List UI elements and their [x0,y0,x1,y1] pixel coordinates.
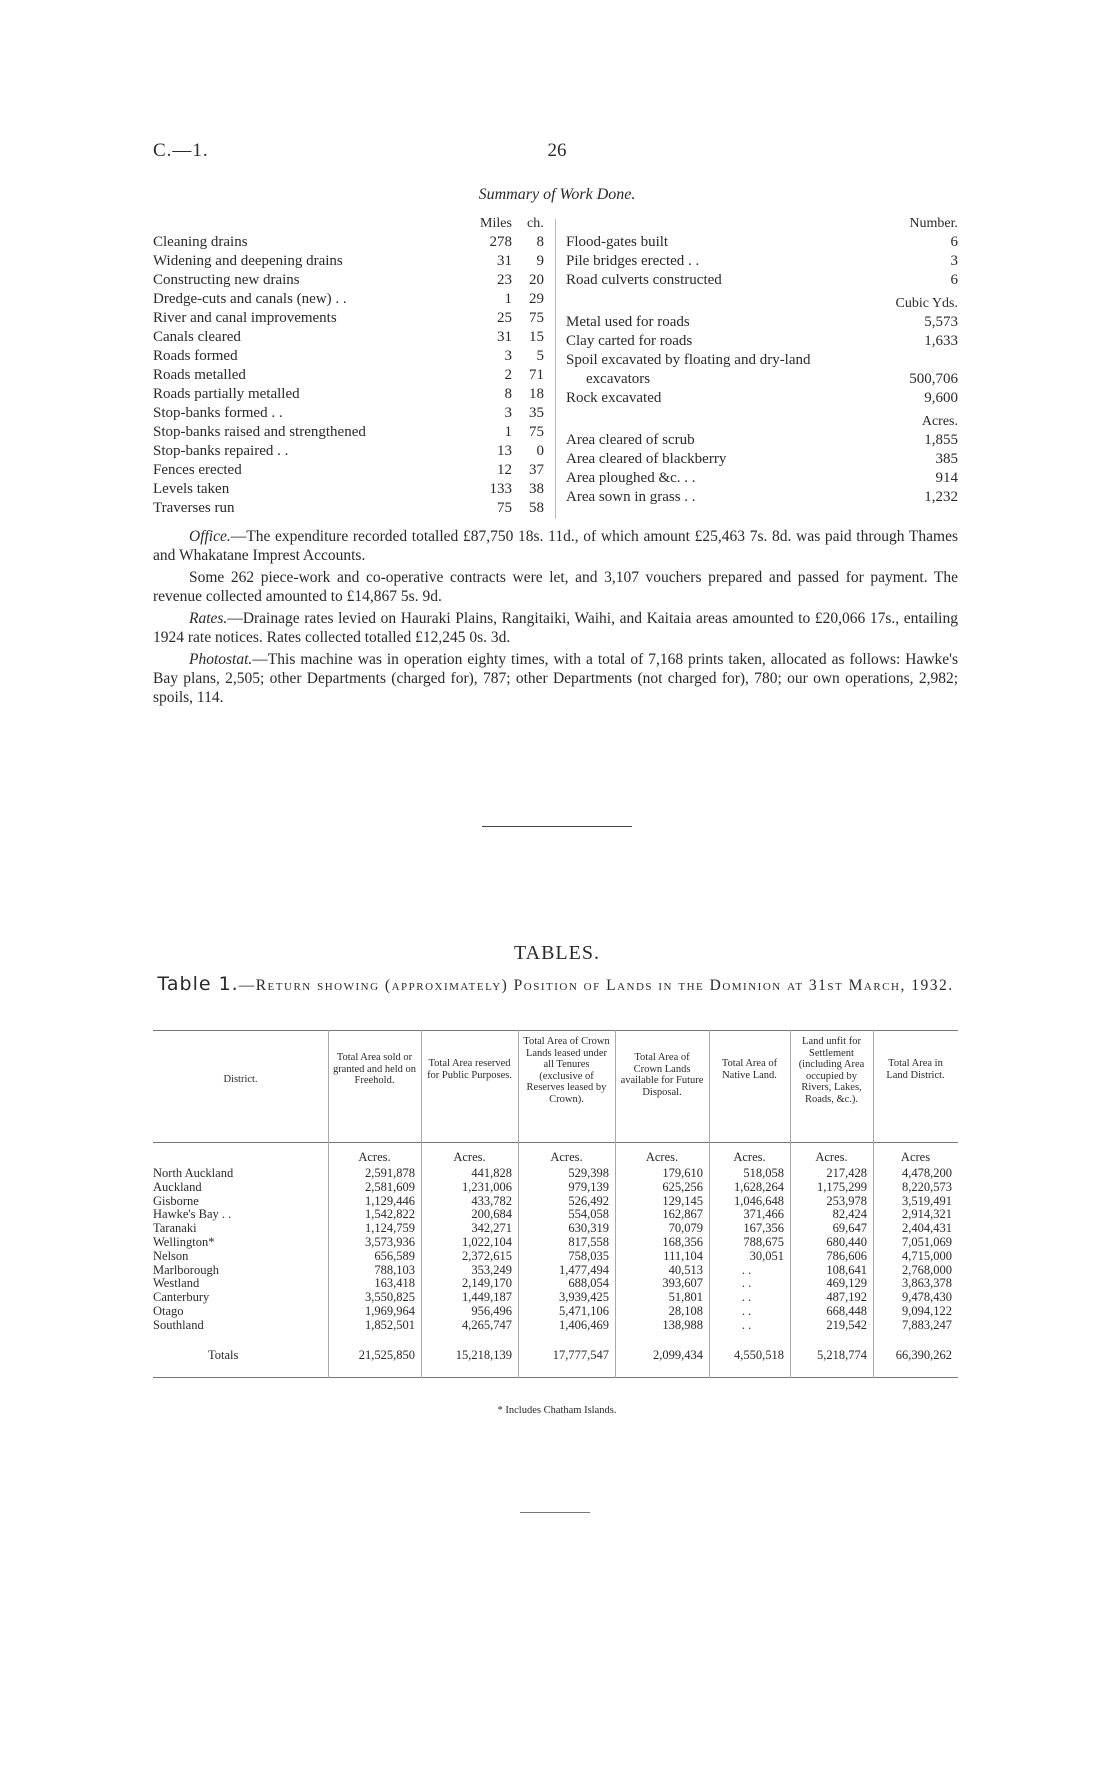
table-cell: 1,124,759 [365,1221,415,1236]
table-bottom-rule [153,1377,958,1378]
work-label: Roads metalled [153,367,246,383]
column-header: Total Area in Land District. [886,1058,945,1081]
work-chains: 15 [529,329,544,345]
work-miles: 1 [504,291,512,307]
totals-cell: 17,777,547 [552,1347,609,1362]
table-cell: 1,852,501 [365,1317,415,1332]
chains-unit-label: ch. [527,216,544,231]
table-cell: 3,573,936 [365,1235,415,1249]
page-number: 26 [547,140,567,161]
district-name: Canterbury [153,1290,210,1305]
table-cell: 1,477,494 [559,1262,609,1277]
table-cell: 393,607 [662,1276,703,1291]
column-header: District. [223,1074,258,1085]
table-cell: 1,628,264 [734,1179,784,1194]
table-cell: . . [741,1290,752,1305]
work-row [153,252,550,271]
work-value: 385 [935,451,958,467]
table-cell: 9,094,122 [902,1304,952,1318]
table-cell: 1,129,446 [365,1193,415,1208]
work-unit-label: Cubic Yds. [895,296,958,311]
work-label: Fences erected [153,462,242,478]
district-name: Southland [153,1317,204,1332]
unit-label: Acres. [733,1150,766,1164]
work-label: excavators [586,371,651,387]
work-unit-label: Number. [909,216,958,231]
work-row [153,423,550,442]
table-cell: 1,542,822 [365,1207,415,1222]
miles-unit-label: Miles [480,216,512,231]
table-cell: 1,969,964 [365,1304,415,1318]
table-cell: 9,478,430 [902,1290,952,1305]
unit-label: Acres. [358,1150,391,1164]
work-label: Roads partially metalled [153,386,300,402]
work-label: Area ploughed &c. . . [566,470,696,486]
work-row [153,442,550,461]
table-cell: 371,466 [743,1207,784,1222]
work-label: Area cleared of scrub [566,432,695,448]
paragraph [153,568,958,606]
work-row [153,499,550,518]
column-divider [555,219,556,519]
paragraph-lead: Rates. [189,610,228,627]
table1-number: Table 1. [157,973,239,995]
district-name: Marlborough [153,1262,219,1277]
paragraph [153,527,958,565]
district-name: Gisborne [153,1193,199,1208]
work-row [153,404,550,423]
table-cell: 2,581,609 [365,1179,415,1194]
table1-footnote: * Includes Chatham Islands. [497,1405,617,1416]
table-cell: 108,641 [826,1262,867,1277]
work-value: 6 [950,234,958,250]
work-label: Roads formed [153,348,238,364]
table-cell: 979,139 [568,1179,609,1194]
paragraph-text: —This machine was in operation eighty times, with a total of 7,168 prints taken, allocated as follows: Hawke's Bay plans, 2,505; other Departments (charged for), 787; other Departments (not charged for), 780; our own operations, 2,982; spoils, 114. [153,651,958,706]
work-label: River and canal improvements [153,310,337,326]
work-row [153,347,550,366]
district-name: Otago [153,1304,184,1318]
work-miles: 2 [504,367,512,383]
table-cell: 168,356 [662,1235,703,1249]
table-cell: 129,145 [662,1193,703,1208]
district-name: Auckland [153,1179,202,1194]
end-divider [520,1512,590,1513]
work-chains: 0 [536,443,544,459]
table-cell: 529,398 [568,1166,609,1180]
work-chains: 37 [529,462,544,478]
unit-label: Acres. [550,1150,583,1164]
table-cell: 656,589 [374,1248,415,1263]
work-row [566,488,958,507]
work-row [153,385,550,404]
table-cell: . . [741,1262,752,1277]
work-row [566,313,958,332]
paragraph [153,650,958,707]
work-label: Stop-banks repaired . . [153,443,289,459]
totals-cell: 15,218,139 [455,1347,512,1362]
work-row [566,252,958,271]
work-value: 3 [950,253,958,269]
work-row [566,469,958,488]
work-miles: 31 [497,253,512,269]
totals-cell: 21,525,850 [358,1347,415,1362]
table-cell: 2,591,878 [365,1166,415,1180]
work-label: Stop-banks formed . . [153,405,283,421]
table-cell: 7,883,247 [902,1317,952,1332]
table-cell: 342,271 [471,1221,512,1236]
work-miles: 31 [497,329,512,345]
work-value: 1,633 [924,333,958,349]
table-cell: 956,496 [471,1304,512,1318]
work-label: Constructing new drains [153,272,300,288]
table1-caption [153,975,958,995]
tables-heading: TABLES. [514,942,600,964]
work-row [566,370,958,389]
work-row [153,233,550,252]
work-miles: 13 [497,443,512,459]
work-row [566,332,958,351]
district-name: Taranaki [153,1221,197,1236]
work-row [153,290,550,309]
table-cell: 625,256 [662,1179,703,1194]
table-cell: 200,684 [471,1207,512,1222]
table-cell: 2,914,321 [902,1207,952,1222]
work-label: Clay carted for roads [566,333,693,349]
table-cell: 1,175,299 [817,1179,867,1194]
paragraph-text: —Drainage rates levied on Hauraki Plains, Rangitaiki, Waihi, and Kaitaia areas amounted to £20,066 17s., entailing 1924 rate notices. Rates collected totalled £12,245 0s. 3d. [153,610,958,646]
work-label: Pile bridges erected . . [566,253,700,269]
table-cell: 4,478,200 [902,1166,952,1180]
table-cell: 817,558 [568,1235,609,1249]
work-chains: 20 [529,272,544,288]
table-cell: 526,492 [568,1193,609,1208]
table-header-rule [153,1142,958,1143]
work-value: 5,573 [924,314,958,330]
work-unit-label: Acres. [921,414,958,429]
work-chains: 35 [529,405,544,421]
totals-cell: 2,099,434 [653,1347,703,1362]
summary-title: Summary of Work Done. [478,186,636,203]
column-header: Land unfit for Settlement (including Area occupied by Rivers, Lakes, Roads, &c.). [798,1036,865,1105]
district-name: Westland [153,1276,200,1291]
work-miles: 12 [497,462,512,478]
work-miles: 8 [504,386,512,402]
paragraph-lead: Office. [189,528,231,545]
table-cell: 138,988 [662,1317,703,1332]
table-cell: 111,104 [663,1248,703,1263]
work-value: 1,232 [924,489,958,505]
column-header: Total Area sold or granted and held on Freehold. [332,1052,417,1086]
work-chains: 75 [529,424,544,440]
work-label: Metal used for roads [566,314,690,330]
work-label: Traverses run [153,500,235,516]
work-label: Levels taken [153,481,230,497]
work-value: 6 [950,272,958,288]
work-chains: 18 [529,386,544,402]
table-cell: 788,675 [743,1235,784,1249]
work-value: 1,855 [924,432,958,448]
column-header: Total Area reserved for Public Purposes. [427,1058,512,1081]
table-cell: 433,782 [471,1193,512,1208]
district-name: Wellington* [153,1235,215,1249]
work-label: Stop-banks raised and strengthened [153,424,366,440]
paragraph-text: —The expenditure recorded totalled £87,750 18s. 11d., of which amount £25,463 7s. 8d. was paid through Thames and Whakatane Imprest Accounts. [153,528,958,564]
work-row [153,309,550,328]
work-row [566,389,958,408]
work-value: 9,600 [924,390,958,406]
work-miles: 133 [489,481,512,497]
work-chains: 29 [529,291,544,307]
work-row [566,351,958,370]
work-miles: 1 [504,424,512,440]
unit-label: Acres. [815,1150,848,1164]
table-cell: 1,022,104 [462,1235,512,1249]
paragraph-lead: Photostat. [189,651,253,668]
work-label: Widening and deepening drains [153,253,343,269]
table-cell: 1,231,006 [462,1179,512,1194]
table-cell: 51,801 [668,1290,703,1305]
table1-caption-text: —Return showing (approximately) Position of Lands in the Dominion at 31st March, 1932. [238,977,954,994]
totals-label: Totals [208,1347,239,1362]
table-cell: 179,610 [662,1166,703,1180]
work-miles: 3 [504,348,512,364]
table-cell: 1,046,648 [734,1193,784,1208]
work-miles: 23 [497,272,512,288]
work-label: Rock excavated [566,390,662,406]
table-cell: 630,319 [568,1221,609,1236]
district-name: North Auckland [153,1166,234,1180]
table-cell: . . [741,1276,752,1291]
table-cell: 1,406,469 [559,1317,609,1332]
table-cell: 163,418 [374,1276,415,1291]
totals-cell: 5,218,774 [817,1347,867,1362]
table-cell: . . [741,1304,752,1318]
work-chains: 58 [529,500,544,516]
work-chains: 75 [529,310,544,326]
table-cell: 554,058 [568,1207,609,1222]
district-name: Nelson [153,1248,189,1263]
table-cell: 469,129 [826,1276,867,1291]
table-cell: 788,103 [374,1262,415,1277]
work-label: Canals cleared [153,329,241,345]
table-cell: 487,192 [826,1290,867,1305]
section-divider [482,826,632,827]
text-paragraphs [153,527,958,710]
document-code: C.—1. [153,140,209,161]
work-row [153,328,550,347]
table-cell: 2,149,170 [462,1276,512,1291]
work-value: 914 [935,470,958,486]
work-value: 500,706 [909,371,958,387]
table-cell: 4,265,747 [462,1317,512,1332]
table-cell: 1,449,187 [462,1290,512,1305]
work-label: Flood-gates built [566,234,669,250]
work-label: Cleaning drains [153,234,248,250]
work-chains: 8 [536,234,544,250]
work-label: Dredge-cuts and canals (new) . . [153,291,347,307]
table-cell: 4,715,000 [902,1248,952,1263]
work-row [153,480,550,499]
work-miles: 3 [504,405,512,421]
table-cell: 253,978 [826,1193,867,1208]
table-cell: 40,513 [668,1262,703,1277]
table-cell: 758,035 [568,1248,609,1263]
table-cell: 3,550,825 [365,1290,415,1305]
table-cell: 441,828 [471,1166,512,1180]
work-row [566,233,958,252]
column-header: Total Area of Crown Lands leased under all Tenures (exclusive of Reserves leased by Crown). [523,1036,610,1105]
table-cell: 2,372,615 [462,1248,512,1263]
table-cell: 82,424 [832,1207,867,1222]
work-chains: 9 [536,253,544,269]
work-chains: 71 [529,367,544,383]
table-top-rule [153,1030,958,1031]
work-miles: 75 [497,500,512,516]
table-cell: 7,051,069 [902,1235,952,1249]
table-cell: 688,054 [568,1276,609,1291]
work-label: Spoil excavated by floating and dry-land [566,352,811,368]
table-cell: 167,356 [743,1221,784,1236]
work-label: Area cleared of blackberry [566,451,727,467]
table-cell: . . [741,1317,752,1332]
work-chains: 5 [536,348,544,364]
totals-cell: 4,550,518 [734,1347,784,1362]
work-chains: 38 [529,481,544,497]
table-cell: 70,079 [668,1221,703,1236]
work-label: Area sown in grass . . [566,489,696,505]
unit-label: Acres. [645,1150,679,1164]
table-cell: 219,542 [826,1317,867,1332]
table-cell: 162,867 [662,1207,703,1222]
table-cell: 3,519,491 [902,1193,952,1208]
table-cell: 2,768,000 [902,1262,952,1277]
work-row [153,366,550,385]
table-cell: 28,108 [668,1304,703,1318]
lands-table [153,1030,958,1378]
work-row [153,461,550,480]
table-cell: 786,606 [826,1248,867,1263]
table-cell: 30,051 [749,1248,784,1263]
table-cell: 3,939,425 [559,1290,609,1305]
work-miles: 278 [489,234,512,250]
table-cell: 8,220,573 [902,1179,952,1194]
table-cell: 217,428 [826,1166,867,1180]
table-cell: 69,647 [832,1221,867,1236]
table-cell: 518,058 [743,1166,784,1180]
table-cell: 2,404,431 [902,1221,952,1236]
work-row [566,271,958,290]
totals-cell: 66,390,262 [895,1347,952,1362]
work-row [566,431,958,450]
paragraph [153,609,958,647]
unit-label: Acres [900,1150,931,1164]
column-header: Total Area of Native Land. [721,1058,778,1081]
table-cell: 353,249 [471,1262,512,1277]
work-miles: 25 [497,310,512,326]
work-row [153,271,550,290]
table-cell: 3,863,378 [902,1276,952,1291]
work-row [566,450,958,469]
work-label: Road culverts constructed [566,272,722,288]
table-cell: 668,448 [826,1304,867,1318]
column-header: Total Area of Crown Lands available for Future Disposal. [620,1052,704,1098]
paragraph-text: Some 262 piece-work and co-operative contracts were let, and 3,107 vouchers prepared and passed for payment. The revenue collected amounted to £14,867 5s. 9d. [153,569,958,605]
unit-label: Acres. [453,1150,486,1164]
district-name: Hawke's Bay . . [153,1207,232,1222]
table-cell: 5,471,106 [559,1304,609,1318]
table-cell: 680,440 [826,1235,867,1249]
